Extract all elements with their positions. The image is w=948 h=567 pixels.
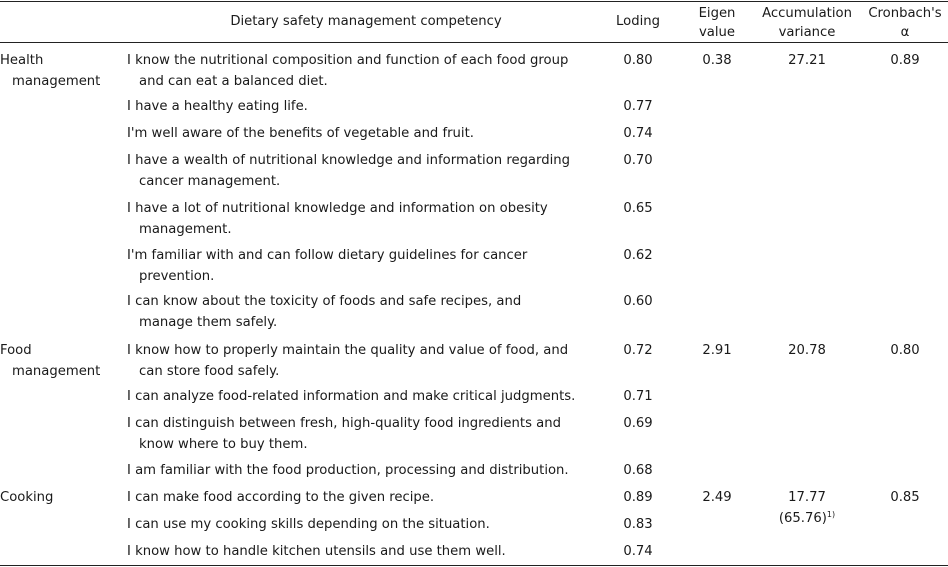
item-text-line2: prevention. bbox=[139, 269, 215, 284]
item-row: I can use my cooking skills depending on the situation. bbox=[127, 517, 490, 532]
header-eigen bbox=[684, 3, 750, 43]
item-text-line1: I can distinguish between fresh, high-quality food ingredients and bbox=[127, 416, 561, 431]
loading-value: 0.62 bbox=[623, 248, 653, 263]
item-row bbox=[127, 198, 605, 240]
category-label-line1: Food bbox=[0, 343, 32, 358]
loading-value: 0.80 bbox=[623, 53, 653, 68]
loading-value: 0.60 bbox=[623, 294, 653, 309]
category-cooking: Cooking bbox=[0, 490, 54, 505]
loading-value: 0.89 bbox=[623, 490, 653, 505]
loading-value: 0.65 bbox=[623, 201, 653, 216]
loading-value: 0.77 bbox=[623, 99, 653, 114]
bottom-rule bbox=[0, 565, 948, 566]
item-text-line2: manage them safely. bbox=[139, 315, 278, 330]
item-row: I can analyze food-related information and make critical judgments. bbox=[127, 389, 576, 404]
item-text-line1: I know the nutritional composition and function of each food group bbox=[127, 53, 569, 68]
item-row: I can make food according to the given recipe. bbox=[127, 490, 435, 505]
accumulation-cooking-value: 17.77 bbox=[788, 490, 826, 505]
header-cronbach-line2: α bbox=[900, 25, 910, 40]
footnote-marker: 1) bbox=[826, 510, 836, 519]
header-accumulation-line1: Accumulation bbox=[762, 6, 852, 21]
header-eigen-line1: Eigen bbox=[698, 6, 736, 21]
category-label-line1: Health bbox=[0, 53, 44, 68]
category-label-line2: management bbox=[12, 74, 101, 89]
item-row bbox=[127, 413, 605, 455]
accumulation-total-value: (65.76) bbox=[778, 511, 827, 526]
cronbach-health: 0.89 bbox=[890, 53, 920, 68]
header-cronbach bbox=[862, 3, 948, 43]
item-row: I am familiar with the food production, processing and distribution. bbox=[127, 463, 569, 478]
loading-value: 0.68 bbox=[623, 463, 653, 478]
accumulation-cooking bbox=[752, 487, 862, 529]
header-accumulation bbox=[752, 3, 862, 43]
accumulation-total bbox=[752, 508, 862, 529]
item-text-line1: I'm familiar with and can follow dietary guidelines for cancer bbox=[127, 248, 528, 263]
eigen-cooking: 2.49 bbox=[702, 490, 732, 505]
header-cronbach-line1: Cronbach's bbox=[868, 6, 942, 21]
loading-value: 0.71 bbox=[623, 389, 653, 404]
item-row: I know how to handle kitchen utensils and use them well. bbox=[127, 544, 506, 559]
loading-value: 0.70 bbox=[623, 153, 653, 168]
category-label-line2: management bbox=[12, 364, 101, 379]
category-health bbox=[0, 50, 122, 92]
item-text-line1: I have a wealth of nutritional knowledge and information regarding bbox=[127, 153, 570, 168]
header-loading: Loding bbox=[616, 14, 660, 29]
item-text-line1: I know how to properly maintain the quality and value of food, and bbox=[127, 343, 569, 358]
item-text-line2: management. bbox=[139, 222, 232, 237]
loading-value: 0.83 bbox=[623, 517, 653, 532]
loading-value: 0.74 bbox=[623, 126, 653, 141]
item-row bbox=[127, 245, 605, 287]
item-row: I'm well aware of the benefits of vegetable and fruit. bbox=[127, 126, 474, 141]
item-text-line2: can store food safely. bbox=[139, 364, 280, 379]
item-text-line2: and can eat a balanced diet. bbox=[139, 74, 328, 89]
loading-value: 0.72 bbox=[623, 343, 653, 358]
header-eigen-line2: value bbox=[698, 25, 736, 40]
item-row bbox=[127, 340, 605, 382]
header-accumulation-line2: variance bbox=[778, 25, 836, 40]
item-text-line1: I can know about the toxicity of foods and safe recipes, and bbox=[127, 294, 522, 309]
header-competency: Dietary safety management competency bbox=[230, 14, 502, 29]
cronbach-cooking: 0.85 bbox=[890, 490, 920, 505]
item-text-line2: cancer management. bbox=[139, 174, 281, 189]
loading-value: 0.74 bbox=[623, 544, 653, 559]
item-row: I have a healthy eating life. bbox=[127, 99, 308, 114]
eigen-food: 2.91 bbox=[702, 343, 732, 358]
item-row bbox=[127, 150, 605, 192]
item-text-line1: I have a lot of nutritional knowledge and information on obesity bbox=[127, 201, 548, 216]
category-food bbox=[0, 340, 122, 382]
loading-value: 0.69 bbox=[623, 416, 653, 431]
item-row bbox=[127, 291, 605, 333]
cronbach-food: 0.80 bbox=[890, 343, 920, 358]
accumulation-health: 27.21 bbox=[788, 53, 826, 68]
item-text-line2: know where to buy them. bbox=[139, 437, 308, 452]
top-rule bbox=[0, 1, 948, 2]
item-row bbox=[127, 50, 605, 92]
eigen-health: 0.38 bbox=[702, 53, 732, 68]
accumulation-food: 20.78 bbox=[788, 343, 826, 358]
